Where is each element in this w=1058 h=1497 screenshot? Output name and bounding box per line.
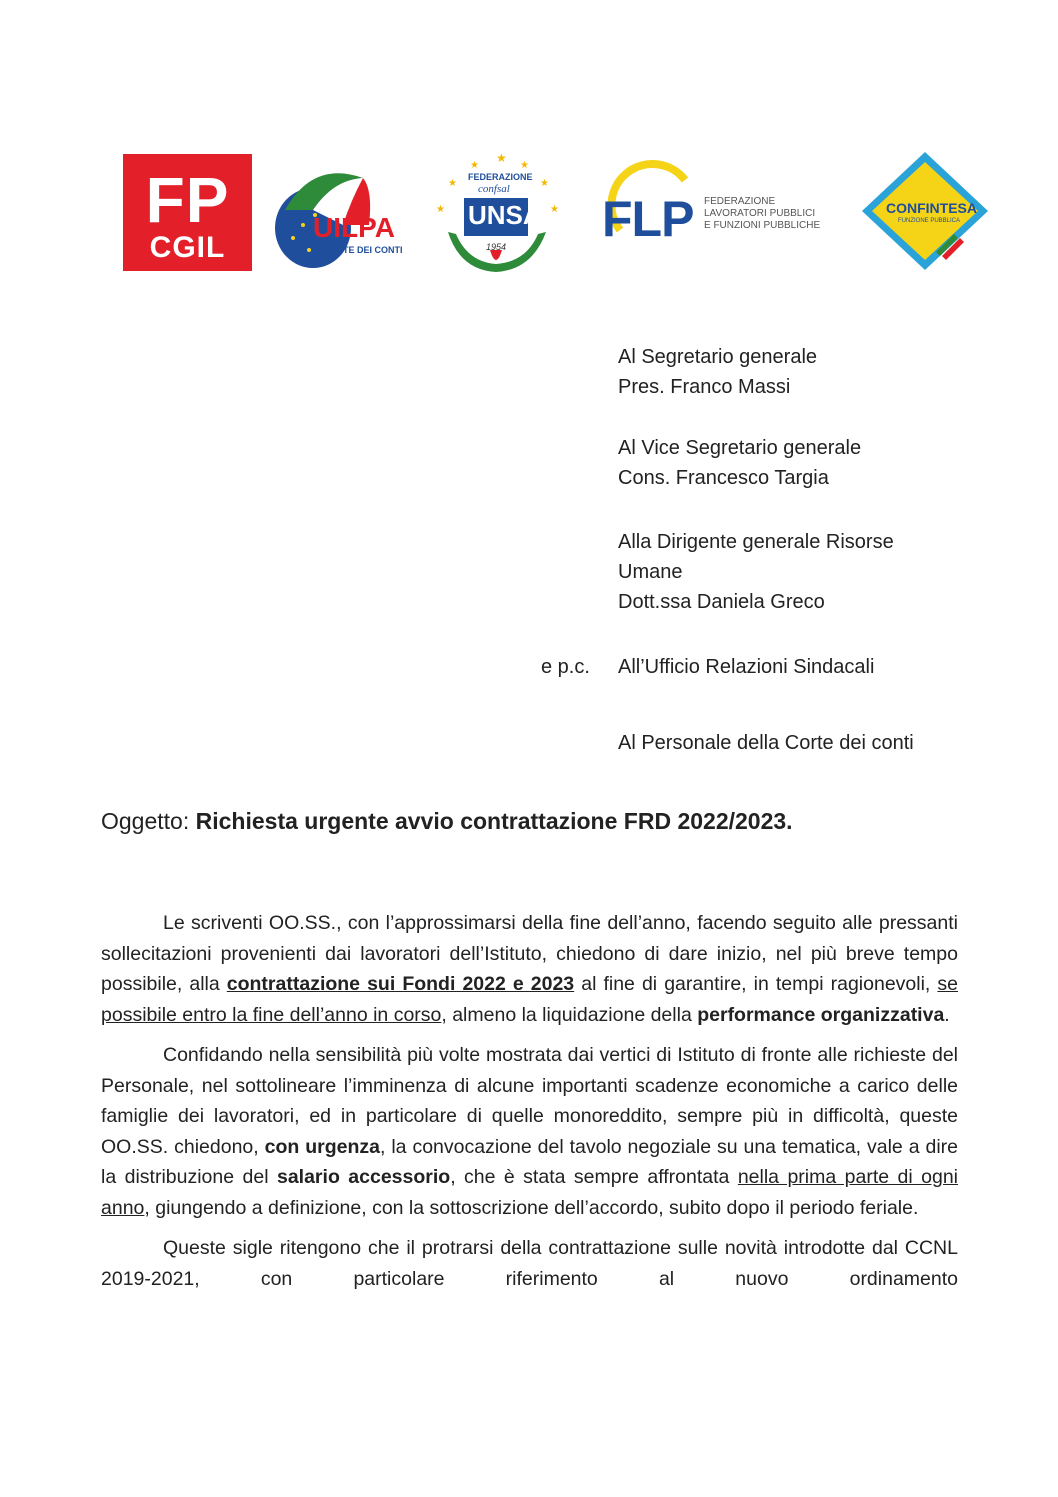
svg-text:★: ★: [520, 160, 529, 171]
addressee-line: Al Personale della Corte dei conti: [618, 732, 914, 754]
uilpa-logo-sub: CORTE DEI CONTI: [323, 245, 403, 255]
unsa-logo: [430, 150, 565, 275]
addressee-vice-segretario: [618, 433, 861, 493]
unsa-logo-year: 1954: [486, 242, 507, 252]
unsa-logo-mid: confsal: [478, 183, 510, 195]
letter-body: [101, 908, 958, 1304]
addressee-dirigente: [618, 527, 894, 617]
addressee-personale: [618, 728, 914, 758]
subject-label: Oggetto:: [101, 808, 196, 834]
text-run-bold: performance organizzativa: [697, 1003, 945, 1026]
addressee-line: Umane: [618, 561, 683, 583]
addressee-line: Al Segretario generale: [618, 346, 818, 368]
text-run: Queste sigle ritengono che il protrarsi della contrattazione sulle novità introdotte dal CCNL 2019-2021, con particolare riferimento al nuovo ordinamento: [101, 1237, 958, 1290]
addressee-line: All’Ufficio Relazioni Sindacali: [618, 656, 875, 678]
text-run: , che è stata sempre affrontata: [450, 1166, 738, 1188]
text-run: al fine di garantire, in tempi ragionevoli,: [574, 973, 938, 995]
fp-cgil-logo-line2: CGIL: [149, 231, 226, 264]
body-paragraph-3: [101, 1233, 958, 1294]
text-run: Confidando nella sensibilità più volte mostrata dai vertici di Istituto di fronte alle richieste del Personale, nel sottolineare l’imminenza di alcune importanti scadenze economiche a carico delle famiglie dei lavoratori, ed in particolare di quelle monoreddito, sempre più in difficoltà, queste OO.SS. chiedono,: [101, 1044, 958, 1158]
subject-text: Richiesta urgente avvio contrattazione FRD 2022/2023.: [195, 808, 793, 834]
text-run-bold: con urgenza: [264, 1135, 380, 1158]
svg-text:★: ★: [496, 151, 507, 165]
svg-text:★: ★: [470, 160, 479, 171]
confintesa-logo-name: CONFINTESA: [886, 200, 977, 216]
addressee-line: Dott.ssa Daniela Greco: [618, 591, 825, 613]
text-run-bold-underline: contrattazione sui Fondi 2022 e 2023: [226, 973, 575, 995]
subject-line: [101, 808, 793, 835]
flp-logo-name: FLP: [602, 191, 694, 247]
uilpa-logo: [273, 170, 413, 270]
confintesa-logo-sub: FUNZIONE PUBBLICA: [898, 218, 961, 224]
body-paragraph-1: [101, 908, 958, 1030]
addressee-line: Al Vice Segretario generale: [618, 437, 862, 459]
text-run: , giungendo a definizione, con la sottoscrizione dell’accordo, subito dopo il periodo feriale.: [144, 1196, 919, 1219]
addressee-line: Alla Dirigente generale Risorse: [618, 531, 894, 553]
flp-logo-line1: FEDERAZIONE: [704, 196, 776, 207]
flp-logo: [600, 160, 840, 260]
flp-logo-line2: LAVORATORI PUBBLICI: [704, 208, 816, 219]
flp-logo-line3: E FUNZIONI PUBBLICHE: [704, 220, 821, 231]
uilpa-logo-name: UILPA: [313, 212, 395, 243]
svg-text:★: ★: [540, 178, 549, 189]
text-run: Le scriventi OO.SS., con l’approssimarsi della fine dell’anno, facendo seguito alle pressanti sollecitazioni provenienti dai lavoratori dell’Istituto, chiedono di dare inizio, nel più breve tempo possibile, alla: [101, 912, 958, 995]
addressee-ufficio: [618, 652, 874, 682]
confintesa-logo: [858, 148, 992, 274]
svg-text:★: ★: [550, 204, 559, 215]
unsa-logo-top: FEDERAZIONE: [468, 172, 533, 182]
text-run-bold: salario accessorio: [276, 1166, 451, 1188]
body-paragraph-2: [101, 1040, 958, 1223]
fp-cgil-logo: [123, 154, 252, 271]
text-run: , almeno la liquidazione della: [441, 1003, 698, 1026]
addressee-line: Cons. Francesco Targia: [618, 467, 829, 489]
union-logos: [120, 140, 1000, 280]
unsa-logo-name: UNSA: [468, 200, 542, 230]
text-run: .: [944, 1003, 950, 1026]
addressee-line: Pres. Franco Massi: [618, 376, 791, 398]
epc-label: e p.c.: [541, 656, 590, 678]
addressee-segretario: [618, 342, 817, 402]
text-run-underline: se possibile entro la fine dell’anno in corso: [101, 973, 959, 1026]
svg-text:★: ★: [448, 178, 457, 189]
text-run-underline: nella prima parte di ogni anno: [101, 1166, 959, 1219]
svg-text:★: ★: [436, 204, 445, 215]
fp-cgil-logo-line1: FP: [145, 164, 230, 236]
text-run: , la convocazione del tavolo negoziale su una tematica, vale a dire la distribuzione del: [101, 1135, 959, 1188]
